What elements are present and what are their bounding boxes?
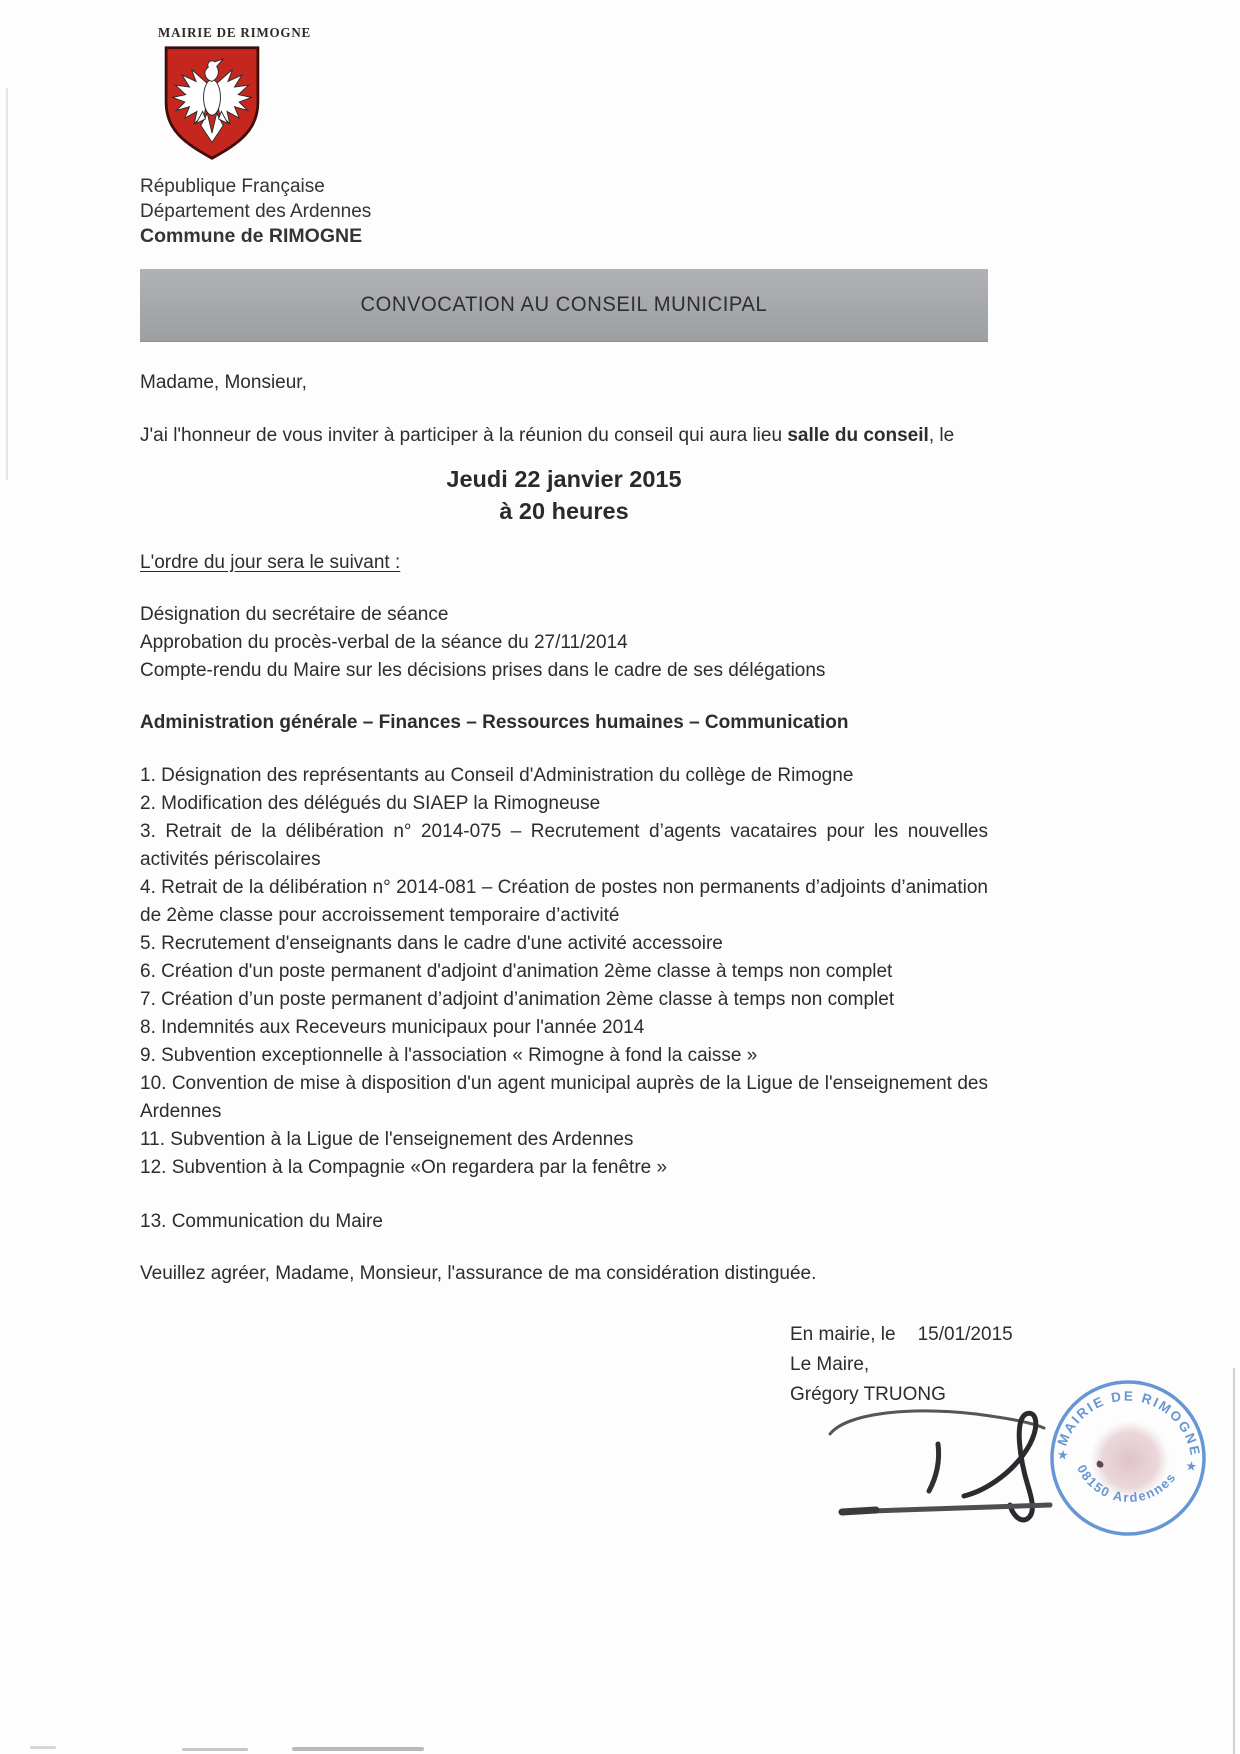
meeting-time: à 20 heures: [499, 498, 629, 524]
stamp-star-left: ★: [1056, 1446, 1070, 1463]
signer-name: Grégory TRUONG: [790, 1384, 946, 1405]
agenda-preamble: [140, 601, 988, 685]
closing-paragraph: Veuillez agréer, Madame, Monsieur, l'assurance de ma considération distinguée.: [140, 1263, 817, 1284]
banner-title: CONVOCATION AU CONSEIL MUNICIPAL: [360, 293, 768, 316]
agenda-item: 5. Recrutement d'enseignants dans le cadre d'une activité accessoire: [140, 933, 723, 954]
signature-date: 15/01/2015: [917, 1324, 1013, 1345]
stamp-top-text: MAIRIE DE RIMOGNE: [1054, 1388, 1204, 1459]
departement-line: Département des Ardennes: [140, 201, 372, 222]
agenda-item: 2. Modification des délégués du SIAEP la Rimogneuse: [140, 793, 601, 814]
agenda-preamble-item: Désignation du secrétaire de séance: [140, 604, 449, 625]
scan-artifact-bottom: [182, 1748, 248, 1751]
agenda-item: 8. Indemnités aux Receveurs municipaux pour l'année 2014: [140, 1017, 645, 1038]
scan-artifact-right: [1233, 1368, 1235, 1754]
place-label: En mairie, le: [790, 1324, 896, 1345]
agenda-item: 3. Retrait de la délibération n° 2014-075 – Recrutement d’agents vacataires pour les nouvelles activités périscolaires: [140, 821, 988, 870]
scan-artifact-left: [6, 88, 8, 480]
agenda-item: 6. Création d'un poste permanent d'adjoint d'animation 2ème classe à temps non complet: [140, 961, 893, 982]
scan-artifact-bottom: [292, 1747, 424, 1751]
signer-title: Le Maire,: [790, 1354, 870, 1375]
stamp-star-right: ★: [1184, 1458, 1198, 1475]
agenda-item: 12. Subvention à la Compagnie «On regardera par la fenêtre »: [140, 1157, 668, 1178]
agenda-section-title: Administration générale – Finances – Ressources humaines – Communication: [140, 712, 849, 733]
republique-line: République Française: [140, 176, 325, 197]
handwritten-signature: [816, 1398, 1074, 1536]
meeting-date-heading: [140, 463, 988, 527]
meeting-date: Jeudi 22 janvier 2015: [446, 466, 682, 492]
agenda-items: [140, 762, 988, 1182]
agenda-item: 7. Création d’un poste permanent d’adjoint d’animation 2ème classe à temps non complet: [140, 989, 895, 1010]
title-banner: [140, 269, 988, 341]
agenda-item: 9. Subvention exceptionnelle à l'association « Rimogne à fond la caisse »: [140, 1045, 758, 1066]
agenda-item: 10. Convention de mise à disposition d'un agent municipal auprès de la Ligue de l'enseignement des Ardennes: [140, 1073, 988, 1122]
agenda-item-13: 13. Communication du Maire: [140, 1211, 383, 1232]
agenda-item: 1. Désignation des représentants au Conseil d'Administration du collège de Rimogne: [140, 765, 854, 786]
commune-crest-icon: [160, 44, 264, 162]
intro-paragraph: [140, 422, 988, 450]
crest-caption: MAIRIE DE RIMOGNE: [158, 24, 311, 41]
salutation: Madame, Monsieur,: [140, 372, 307, 393]
place-date-line: [790, 1320, 1013, 1350]
letterhead: [140, 174, 988, 249]
agenda-item: 11. Subvention à la Ligue de l'enseignement des Ardennes: [140, 1129, 634, 1150]
intro-bold-text: salle du conseil: [787, 425, 929, 446]
mairie-stamp: [1040, 1370, 1216, 1546]
signature-block: [790, 1320, 1013, 1410]
scan-artifact-bottom: [30, 1746, 56, 1749]
intro-text-after: , le: [928, 425, 955, 446]
agenda-heading: L'ordre du jour sera le suivant :: [140, 552, 401, 573]
intro-text: J'ai l'honneur de vous inviter à participer à la réunion du conseil qui aura lieu: [140, 425, 788, 446]
agenda-preamble-item: Approbation du procès-verbal de la séance du 27/11/2014: [140, 632, 628, 653]
agenda-preamble-item: Compte-rendu du Maire sur les décisions prises dans le cadre de ses délégations: [140, 660, 826, 681]
commune-line: Commune de RIMOGNE: [140, 225, 363, 247]
stamp-bottom-text: 08150 Ardennes: [1074, 1462, 1180, 1506]
agenda-item: 4. Retrait de la délibération n° 2014-081 – Création de postes non permanents d’adjoints d’animation de 2ème classe pour accroissement temporaire d’activité: [140, 877, 988, 926]
